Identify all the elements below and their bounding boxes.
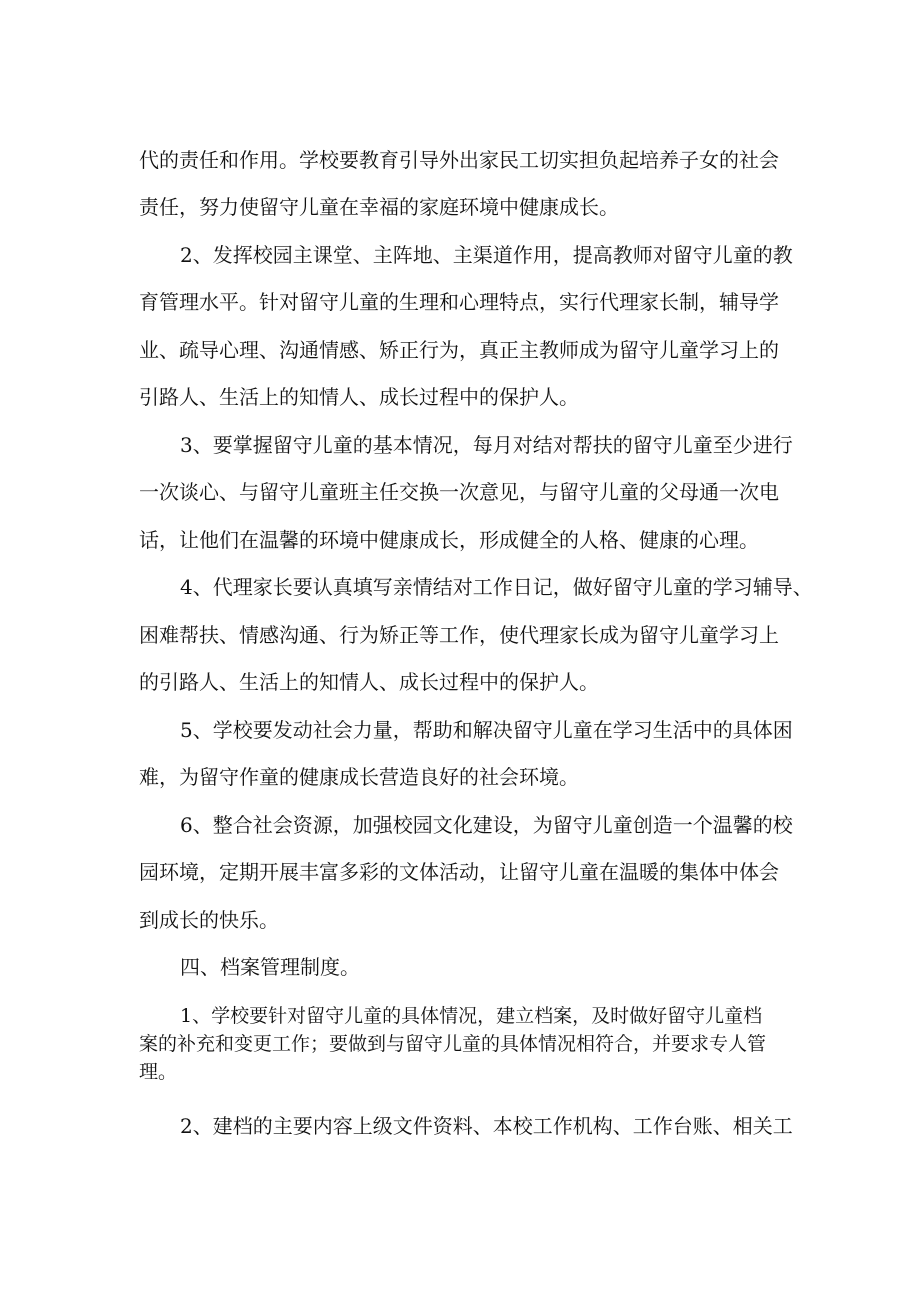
section-heading: 四、档案管理制度。 [180, 955, 360, 979]
text-line: 1、学校要针对留守儿童的具体情况，建立档案，及时做好留守儿童档 [180, 1005, 763, 1027]
text-line: 5、学校要发动社会力量，帮助和解决留守儿童在学习生活中的具体困 [180, 718, 793, 742]
text-line: 2、建档的主要内容上级文件资料、本校工作机构、工作台账、相关工 [180, 1114, 793, 1138]
text-line: 园环境，定期开展丰富多彩的文体活动，让留守儿童在温暖的集体中体会 [139, 860, 779, 884]
text-line: 责任，努力使留守儿童在幸福的家庭环境中健康成长。 [139, 195, 619, 219]
text-line: 2、发挥校园主课堂、主阵地、主渠道作用，提高教师对留守儿童的教 [180, 243, 793, 267]
text-line: 理。 [139, 1061, 178, 1083]
text-line: 代的责任和作用。学校要教育引导外出家民工切实担负起培养子女的社会 [139, 148, 779, 172]
text-line: 业、疏导心理、沟通情感、矫正行为，真正主教师成为留守儿童学习上的 [139, 338, 779, 362]
text-line: 困难帮扶、情感沟通、行为矫正等工作，使代理家长成为留守儿童学习上 [139, 623, 779, 647]
text-line: 难，为留守作童的健康成长营造良好的社会环境。 [139, 765, 579, 789]
text-line: 一次谈心、与留守儿童班主任交换一次意见，与留守儿童的父母通一次电 [139, 480, 779, 504]
text-line: 4、代理家长要认真填写亲情结对工作日记，做好留守儿童的学习辅导、 [180, 575, 813, 599]
text-line: 话，让他们在温馨的环境中健康成长，形成健全的人格、健康的心理。 [139, 528, 759, 552]
text-line: 3、要掌握留守儿童的基本情况，每月对结对帮扶的留守儿童至少进行 [180, 433, 793, 457]
text-line: 到成长的快乐。 [139, 908, 279, 932]
text-line: 案的补充和变更工作；要做到与留守儿童的具体情况相符合，并要求专人管 [139, 1033, 767, 1055]
text-line: 6、整合社会资源，加强校园文化建设，为留守儿童创造一个温馨的校 [180, 813, 793, 837]
text-line: 的引路人、生活上的知情人、成长过程中的保护人。 [139, 670, 599, 694]
text-line: 育管理水平。针对留守儿童的生理和心理特点，实行代理家长制，辅导学 [139, 290, 779, 314]
text-line: 引路人、生活上的知情人、成长过程中的保护人。 [139, 385, 579, 409]
